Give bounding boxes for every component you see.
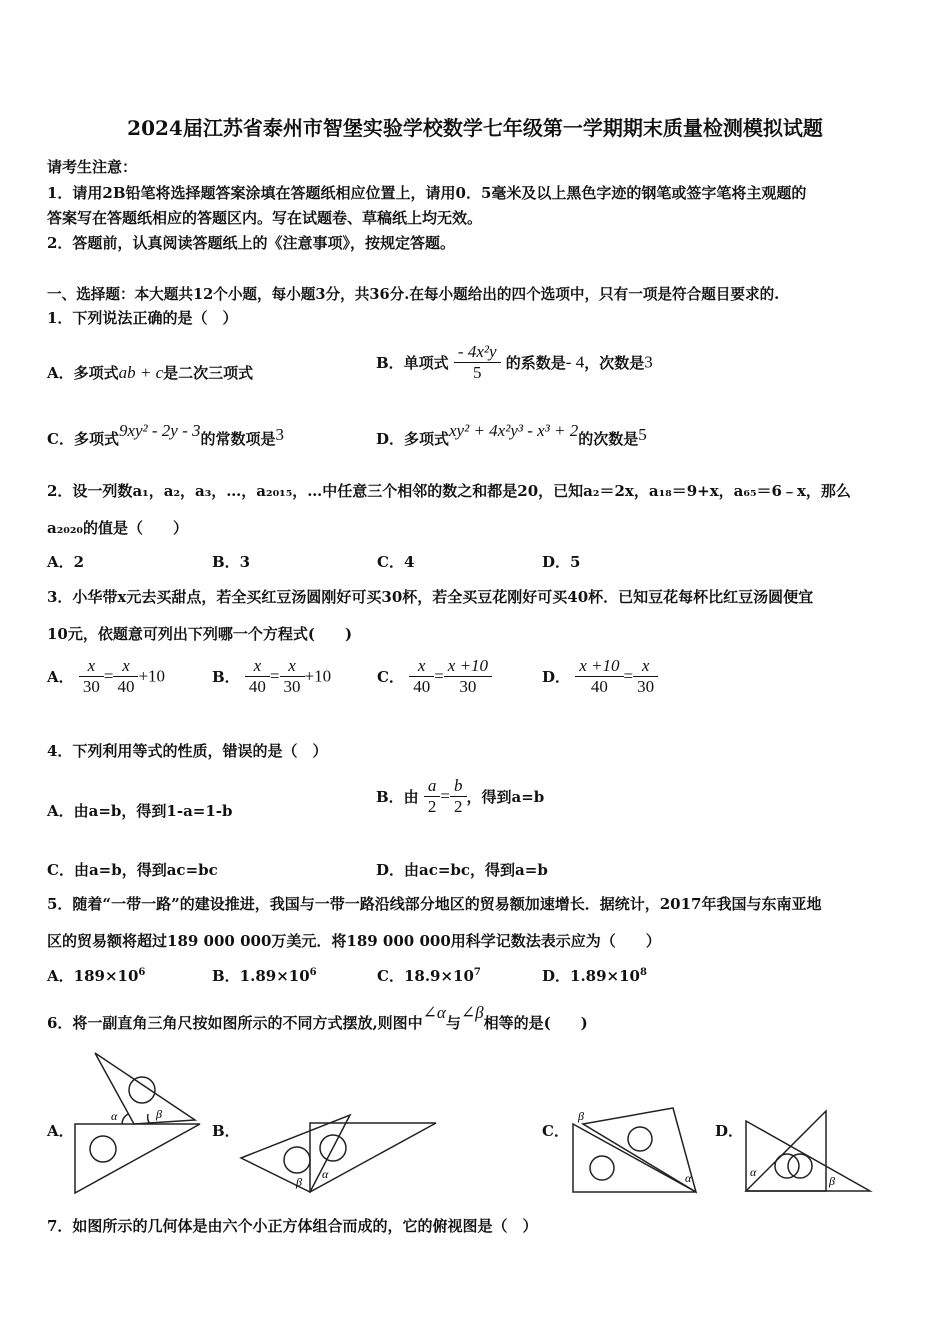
q1-option-d[interactable] bbox=[376, 421, 647, 449]
q5-option-a[interactable] bbox=[47, 965, 145, 986]
notice-line-1b: 答案写在答题纸相应的答题区内。写在试题卷、草稿纸上均无效。 bbox=[47, 209, 483, 227]
q1-stem: 1．下列说法正确的是（ ） bbox=[47, 309, 238, 327]
fig-b-right-triangle bbox=[310, 1123, 436, 1192]
q6-label-c[interactable]: C． bbox=[542, 1122, 569, 1140]
q5-b-exp: 6 bbox=[309, 967, 317, 978]
page-title: 2024届江苏省泰州市智堡实验学校数学七年级第一学期期末质量检测模拟试题 bbox=[127, 116, 823, 140]
q7-stem: 7．如图所示的几何体是由六个小正方体组合而成的，它的俯视图是（ ） bbox=[47, 1217, 538, 1235]
fig-d-triangle-2 bbox=[746, 1111, 826, 1191]
q6-figure-d[interactable] bbox=[742, 1106, 877, 1196]
q6-stem-c: 相等的是( ) bbox=[483, 1014, 588, 1032]
q1-b-label: B．单项式 bbox=[376, 354, 449, 372]
q3-c-den2: 30 bbox=[459, 677, 477, 696]
section-heading: 一、选择题：本大题共12个小题，每小题3分，共36分.在每小题给出的四个选项中，只有一项是符合题目要求的. bbox=[47, 286, 780, 303]
q3-b-num2: x bbox=[280, 656, 305, 677]
q3-b-label: B． bbox=[212, 668, 240, 686]
q5-b-base: B．1.89×10 bbox=[212, 967, 310, 985]
q3-d-den1: 40 bbox=[590, 677, 608, 696]
q4-b-num2: b bbox=[450, 776, 467, 797]
q3-b-num1: x bbox=[245, 656, 270, 677]
q3-b-tail: +10 bbox=[304, 666, 332, 686]
q1-b-den: 5 bbox=[472, 363, 482, 382]
q1-c-val: 3 bbox=[275, 425, 285, 444]
q1-a-tail: 是二次三项式 bbox=[163, 364, 254, 382]
q1-c-tail: 的常数项是 bbox=[200, 430, 276, 448]
q4-stem: 4．下列利用等式的性质，错误的是（ ） bbox=[47, 742, 328, 760]
q5-stem: 5．随着“一带一路”的建设推进，我国与一带一路沿线部分地区的贸易额加速增长．据统计，2017年我国与东南亚地 bbox=[47, 895, 822, 913]
q3-a-label: A． bbox=[47, 668, 74, 686]
q1-b-fraction bbox=[454, 342, 501, 383]
q3-stem-2: 10元，依题意可列出下列哪一个方程式( ) bbox=[47, 625, 353, 643]
q5-d-exp: 8 bbox=[639, 967, 647, 978]
q6-stem-b: 与 bbox=[445, 1014, 461, 1032]
fig-b-alpha: α bbox=[322, 1167, 329, 1181]
q1-d-val: 5 bbox=[638, 425, 647, 444]
q5-option-c[interactable] bbox=[377, 965, 481, 986]
q3-stem: 3．小华带x元去买甜点，若全买红豆汤圆刚好可买30杯，若全买豆花刚好可买40杯．已知豆花每杯比红豆汤圆便宜 bbox=[47, 588, 814, 606]
fig-a-bottom-circle bbox=[90, 1136, 116, 1162]
q1-d-expr: xy² + 4x²y³ - x³ + 2 bbox=[449, 421, 579, 440]
q3-b-eq: = bbox=[269, 666, 280, 686]
q4-option-d[interactable]: D．由ac=bc，得到a=b bbox=[376, 861, 548, 879]
q6-stem bbox=[47, 1003, 588, 1033]
q4-option-b[interactable] bbox=[376, 776, 544, 817]
fig-c-lower-triangle bbox=[573, 1124, 696, 1192]
q1-b-coef: - 4 bbox=[565, 352, 585, 372]
notice-heading: 请考生注意： bbox=[47, 158, 138, 176]
q6-beta: ∠β bbox=[460, 1003, 484, 1022]
q1-option-a[interactable] bbox=[47, 362, 253, 383]
q4-b-den2: 2 bbox=[454, 797, 463, 816]
q5-d-base: D．1.89×10 bbox=[542, 967, 640, 985]
q1-a-expr: ab + c bbox=[118, 363, 164, 382]
fig-d-beta: β bbox=[829, 1174, 835, 1188]
q5-stem-2: 区的贸易额将超过189 000 000万美元．将189 000 000用科学记数法表示应为（ ） bbox=[47, 932, 661, 950]
q6-alpha: ∠α bbox=[422, 1003, 446, 1022]
fig-d-circle-1 bbox=[775, 1154, 799, 1178]
q3-a-den1: 30 bbox=[82, 677, 100, 696]
q3-a-tail: +10 bbox=[138, 666, 166, 686]
q3-a-num2: x bbox=[113, 656, 138, 677]
q1-d-tail: 的次数是 bbox=[578, 430, 639, 448]
q2-option-c[interactable]: C．4 bbox=[377, 553, 415, 571]
q3-b-den2: 30 bbox=[283, 677, 301, 696]
q2-stem-2: a₂₀₂₀的值是（ ） bbox=[47, 519, 188, 537]
fig-b-circle-1 bbox=[284, 1147, 310, 1173]
q4-b-label: B．由 bbox=[376, 788, 419, 806]
fig-c-circle-2 bbox=[590, 1156, 614, 1180]
notice-line-1a: 1．请用2B铅笔将选择题答案涂填在答题纸相应位置上，请用0．5毫米及以上黑色字迹的钢笔或签字笔将主观题的 bbox=[47, 184, 807, 202]
q3-c-num1: x bbox=[409, 656, 434, 677]
q3-d-eq: = bbox=[623, 666, 634, 686]
q5-a-base: A．189×10 bbox=[47, 967, 139, 985]
q1-b-deg: 3 bbox=[644, 352, 653, 372]
q4-option-c[interactable]: C．由a=b，得到ac=bc bbox=[47, 861, 218, 879]
q1-b-num: - 4x²y bbox=[454, 342, 501, 363]
q2-option-b[interactable]: B．3 bbox=[212, 553, 251, 571]
q5-c-base: C．18.9×10 bbox=[377, 967, 474, 985]
fig-a-alpha-arc bbox=[122, 1114, 128, 1124]
fig-b-beta: β bbox=[296, 1175, 302, 1189]
fig-c-beta: β bbox=[578, 1109, 584, 1123]
fig-a-top-triangle bbox=[95, 1053, 195, 1124]
q3-option-c[interactable] bbox=[377, 656, 492, 697]
q4-b-den1: 2 bbox=[427, 797, 437, 816]
q6-figure-c[interactable] bbox=[568, 1104, 703, 1198]
q2-option-a[interactable]: A．2 bbox=[47, 553, 85, 571]
fig-d-alpha: α bbox=[750, 1165, 757, 1179]
q3-a-eq: = bbox=[103, 666, 114, 686]
q1-c-expr: 9xy² - 2y - 3 bbox=[118, 421, 201, 440]
fig-a-beta: β bbox=[156, 1107, 162, 1121]
q1-b-tail: ，次数是 bbox=[584, 354, 645, 372]
q3-option-b[interactable] bbox=[212, 656, 331, 697]
q5-c-exp: 7 bbox=[473, 967, 481, 978]
q5-option-d[interactable] bbox=[542, 965, 647, 986]
q6-label-b[interactable]: B． bbox=[212, 1122, 240, 1140]
q3-d-num2: x bbox=[633, 656, 658, 677]
q3-c-den1: 40 bbox=[413, 677, 431, 696]
fig-d-triangle-1 bbox=[746, 1121, 870, 1191]
q3-a-num1: x bbox=[79, 656, 104, 677]
q6-figure-b[interactable] bbox=[236, 1110, 446, 1196]
q6-figure-a[interactable] bbox=[70, 1048, 210, 1198]
q3-c-eq: = bbox=[434, 666, 444, 686]
q5-a-exp: 6 bbox=[138, 967, 146, 978]
q1-c-label: C．多项式 bbox=[47, 430, 119, 448]
q4-b-num1: a bbox=[424, 776, 441, 797]
q4-b-eq: = bbox=[440, 786, 451, 806]
q3-d-label: D． bbox=[542, 668, 571, 686]
fig-d-circle-2 bbox=[788, 1154, 812, 1178]
fig-c-alpha: α bbox=[685, 1171, 692, 1185]
q3-option-d[interactable] bbox=[542, 656, 658, 697]
q3-b-den1: 40 bbox=[248, 677, 266, 696]
q3-c-num2: x +10 bbox=[444, 656, 492, 677]
q5-option-b[interactable] bbox=[212, 965, 317, 986]
q3-d-num1: x +10 bbox=[575, 656, 623, 677]
fig-a-alpha: α bbox=[111, 1109, 118, 1123]
notice-line-2: 2．答题前，认真阅读答题纸上的《注意事项》，按规定答题。 bbox=[47, 234, 455, 252]
q3-a-den2: 40 bbox=[117, 677, 135, 696]
fig-c-circle-1 bbox=[628, 1127, 652, 1151]
q1-option-b[interactable] bbox=[376, 342, 653, 383]
q6-label-d[interactable]: D． bbox=[715, 1122, 744, 1140]
q3-option-a[interactable] bbox=[47, 656, 165, 697]
q1-b-mid: 的系数是 bbox=[505, 354, 566, 372]
q1-d-label: D．多项式 bbox=[376, 430, 450, 448]
q6-stem-a: 6．将一副直角三角尺按如图所示的不同方式摆放,则图中 bbox=[47, 1014, 423, 1032]
q6-label-a[interactable]: A． bbox=[47, 1122, 74, 1140]
q2-stem: 2．设一列数a₁，a₂，a₃，…，a₂₀₁₅，…中任意三个相邻的数之和都是20，已知a₂＝2x，a₁₈＝9+x，a₆₅＝6﹣x，那么 bbox=[47, 482, 851, 500]
q4-b-tail: ，得到a=b bbox=[466, 788, 545, 806]
q1-a-label: A．多项式 bbox=[47, 364, 119, 382]
q2-option-d[interactable]: D．5 bbox=[542, 553, 581, 571]
q3-d-den2: 30 bbox=[637, 677, 655, 696]
q3-c-label: C． bbox=[377, 668, 404, 686]
q4-option-a[interactable]: A．由a=b，得到1-a=1-b bbox=[47, 802, 233, 820]
q1-option-c[interactable] bbox=[47, 421, 285, 449]
